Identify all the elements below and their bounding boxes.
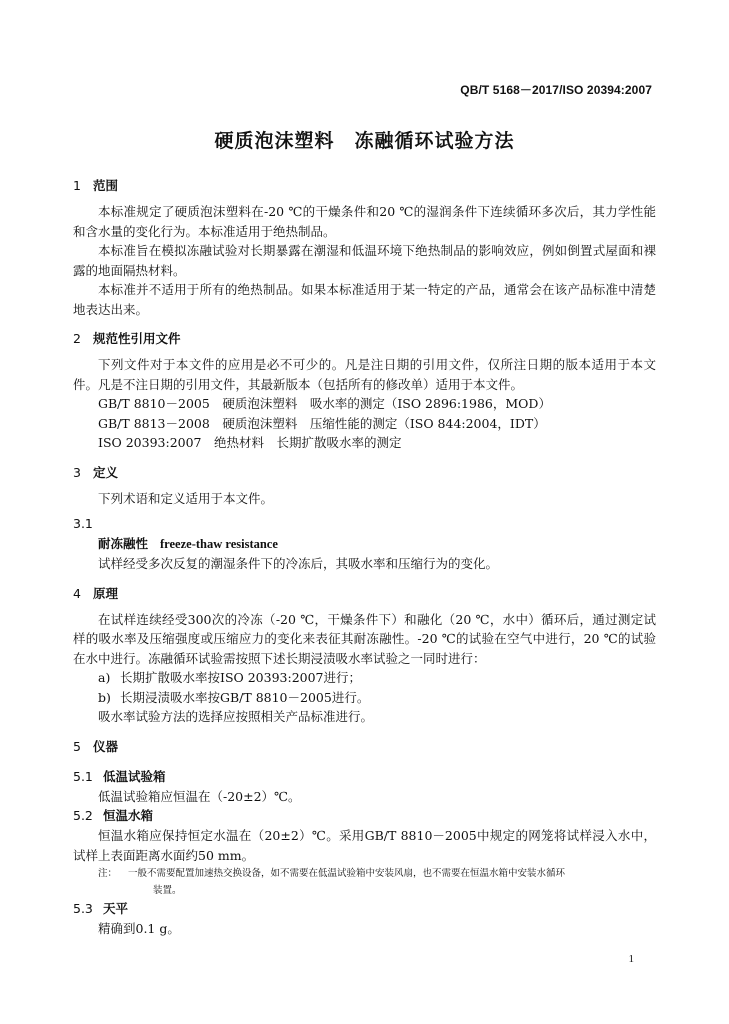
section-5-heading [73, 737, 656, 757]
subsection-5-1-heading [73, 767, 656, 787]
section-4-heading [73, 584, 656, 604]
subsection-5-1-text: 低温试验箱应恒温在（-20±2）℃。 [98, 788, 301, 804]
subsection-number: 5.2 [73, 808, 93, 823]
note-continuation: 装置。 [153, 885, 182, 896]
subsection-5-2-text: 恒温水箱应保持恒定水温在（20±2）℃。采用GB/T 8810－2005中规定的网笼将试样浸入水中，试样上表面距离水面约50 mm。 [73, 828, 656, 863]
section-1-heading [73, 176, 656, 196]
section-title: 定义 [93, 464, 119, 480]
subsection-5-3-text: 精确到0.1 g。 [98, 921, 180, 936]
term-number: 3.1 [73, 516, 93, 531]
list-marker: a) [98, 670, 111, 685]
section-number: 4 [73, 585, 81, 601]
normative-refs-intro: 下列文件对于本文件的应用是必不可少的。凡是注日期的引用文件，仅所注日期的版本适用于本文件。凡是不注日期的引用文件，其最新版本（包括所有的修改单）适用于本文件。 [73, 357, 656, 392]
list-text: 长期浸渍吸水率按GB/T 8810－2005进行。 [120, 689, 370, 705]
scope-paragraph-2: 本标准旨在模拟冻融试验对长期暴露在潮湿和低温环境下绝热制品的影响效应，例如倒置式屋面和裸露的地面隔热材料。 [73, 243, 656, 278]
subsection-5-2-heading [73, 806, 656, 826]
page-number: 1 [628, 953, 634, 965]
section-2-heading [73, 329, 656, 349]
subsection-title: 天平 [103, 901, 129, 916]
section-title: 原理 [93, 585, 119, 601]
list-text: 长期扩散吸水率按ISO 20393:2007进行； [120, 670, 362, 685]
section-number: 5 [73, 738, 81, 754]
subsection-5-3-heading [73, 899, 656, 919]
document-title: 硬质泡沫塑料 冻融循环试验方法 [214, 130, 515, 152]
scope-paragraph-3: 本标准并不适用于所有的绝热制品。如果本标准适用于某一特定的产品，通常会在该产品标准中清楚地表达出来。 [73, 282, 656, 317]
section-3-heading [73, 463, 656, 483]
reference-1: GB/T 8810－2005 硬质泡沫塑料 吸水率的测定（ISO 2896:1986，MOD） [98, 396, 551, 411]
term-english: freeze-thaw resistance [160, 537, 278, 551]
section-title: 规范性引用文件 [93, 331, 181, 346]
term-name [73, 534, 656, 554]
list-marker: b) [98, 689, 111, 705]
standard-code: QB/T 5168－2017/ISO 20394:2007 [460, 83, 652, 97]
reference-2: GB/T 8813－2008 硬质泡沫塑料 压缩性能的测定（ISO 844:2004，IDT） [98, 415, 546, 431]
section-title: 范围 [93, 178, 119, 193]
reference-3: ISO 20393:2007 绝热材料 长期扩散吸水率的测定 [98, 435, 402, 450]
list-item [73, 688, 656, 708]
document-body [73, 176, 656, 939]
note-text: 一般不需要配置加速热交换设备，如不需要在低温试验箱中安装风扇，也不需要在恒温水箱中安装水循环 [128, 868, 566, 879]
subsection-title: 低温试验箱 [103, 768, 166, 784]
section-number: 1 [73, 178, 81, 193]
definitions-intro: 下列术语和定义适用于本文件。 [98, 490, 274, 506]
note [73, 865, 656, 899]
section-number: 3 [73, 464, 81, 480]
section-number: 2 [73, 331, 81, 346]
term-chinese: 耐冻融性 [98, 536, 149, 551]
note-label: 注： [98, 868, 118, 879]
subsection-number: 5.1 [73, 768, 93, 784]
section-title: 仪器 [93, 738, 119, 754]
scope-paragraph-1: 本标准规定了硬质泡沫塑料在-20 ℃的干燥条件和20 ℃的湿润条件下连续循环多次后，其力学性能和含水量的变化行为。本标准适用于绝热制品。 [73, 204, 656, 239]
principle-paragraph: 在试样连续经受300次的冷冻（-20 ℃，干燥条件下）和融化（20 ℃，水中）循环后，通过测定试样的吸水率及压缩强度或压缩应力的变化来表征其耐冻融性。-20 ℃的试验在空气中进行，20 ℃的试验在水中进行。冻融循环试验需按照下述长期浸渍吸水率试验之一同时进行： [73, 611, 656, 666]
subsection-title: 恒温水箱 [103, 808, 154, 823]
term-definition: 试样经受多次反复的潮湿条件下的冷冻后，其吸水率和压缩行为的变化。 [98, 556, 499, 571]
list-item [73, 668, 656, 688]
principle-closing: 吸水率试验方法的选择应按照相关产品标准进行。 [98, 709, 374, 724]
subsection-number: 5.3 [73, 901, 93, 916]
